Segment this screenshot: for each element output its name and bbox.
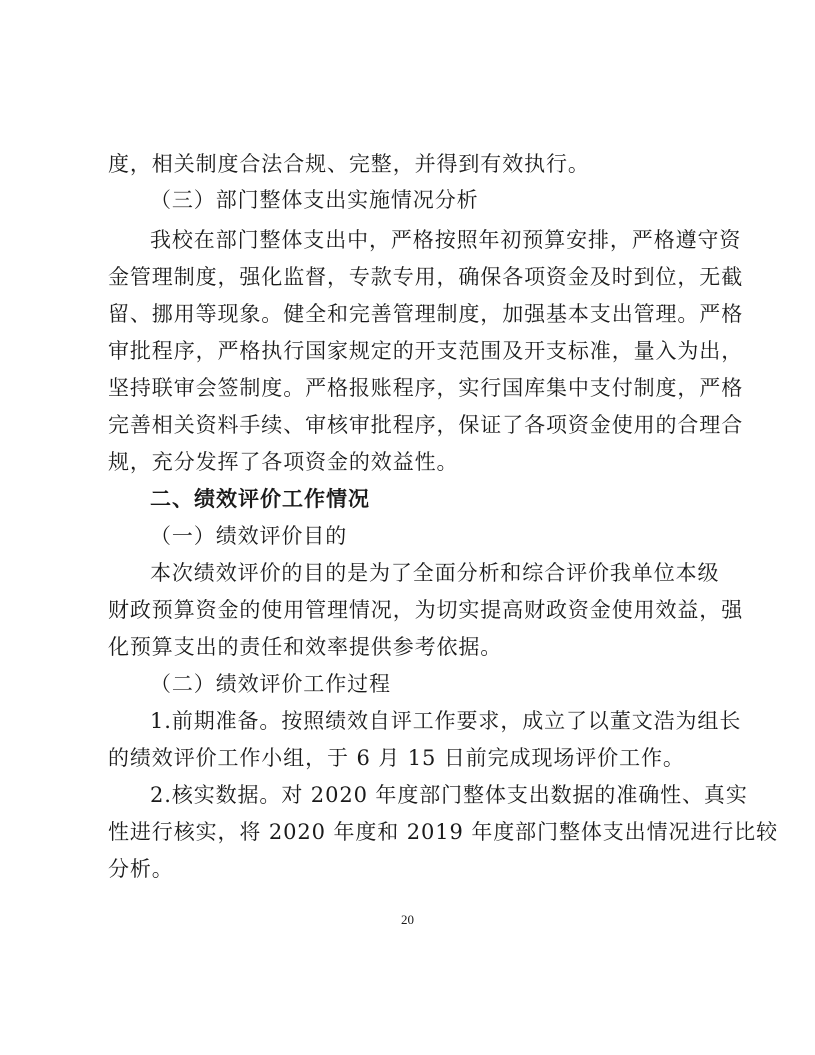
paragraph-line: 留、挪用等现象。健全和完善管理制度，加强基本支出管理。严格 — [108, 302, 744, 326]
subsection-heading-1: （一）绩效评价目的 — [150, 524, 348, 548]
paragraph-line: 完善相关资料手续、审核审批程序，保证了各项资金使用的合理合 — [108, 413, 744, 437]
paragraph-line: 规，充分发挥了各项资金的效益性。 — [108, 450, 459, 474]
section-heading-2: 二、绩效评价工作情况 — [150, 487, 370, 511]
paragraph-line: 性进行核实，将 2020 年度和 2019 年度部门整体支出情况进行比较 — [108, 820, 778, 844]
paragraph-line: 我校在部门整体支出中，严格按照年初预算安排，严格遵守资 — [150, 228, 742, 252]
paragraph-line: 1.前期准备。按照绩效自评工作要求，成立了以董文浩为组长 — [150, 709, 742, 733]
paragraph-line: 财政预算资金的使用管理情况，为切实提高财政资金使用效益，强 — [108, 598, 744, 622]
paragraph-line: 审批程序，严格执行国家规定的开支范围及开支标准，量入为出， — [108, 339, 744, 363]
paragraph-line: 度，相关制度合法合规、完整，并得到有效执行。 — [108, 152, 590, 176]
paragraph-line: 化预算支出的责任和效率提供参考依据。 — [108, 635, 503, 659]
page-number: 20 — [401, 912, 414, 927]
section-heading-3: （三）部门整体支出实施情况分析 — [150, 188, 479, 212]
paragraph-line: 分析。 — [108, 857, 174, 881]
paragraph-line: 坚持联审会签制度。严格报账程序，实行国库集中支付制度，严格 — [108, 376, 744, 400]
paragraph-line: 本次绩效评价的目的是为了全面分析和综合评价我单位本级 — [150, 561, 720, 585]
subsection-heading-2: （二）绩效评价工作过程 — [150, 672, 391, 696]
paragraph-line: 金管理制度，强化监督，专款专用，确保各项资金及时到位，无截 — [108, 265, 744, 289]
paragraph-line: 的绩效评价工作小组，于 6 月 15 日前完成现场评价工作。 — [108, 746, 685, 770]
paragraph-line: 2.核实数据。对 2020 年度部门整体支出数据的准确性、真实 — [150, 783, 748, 807]
